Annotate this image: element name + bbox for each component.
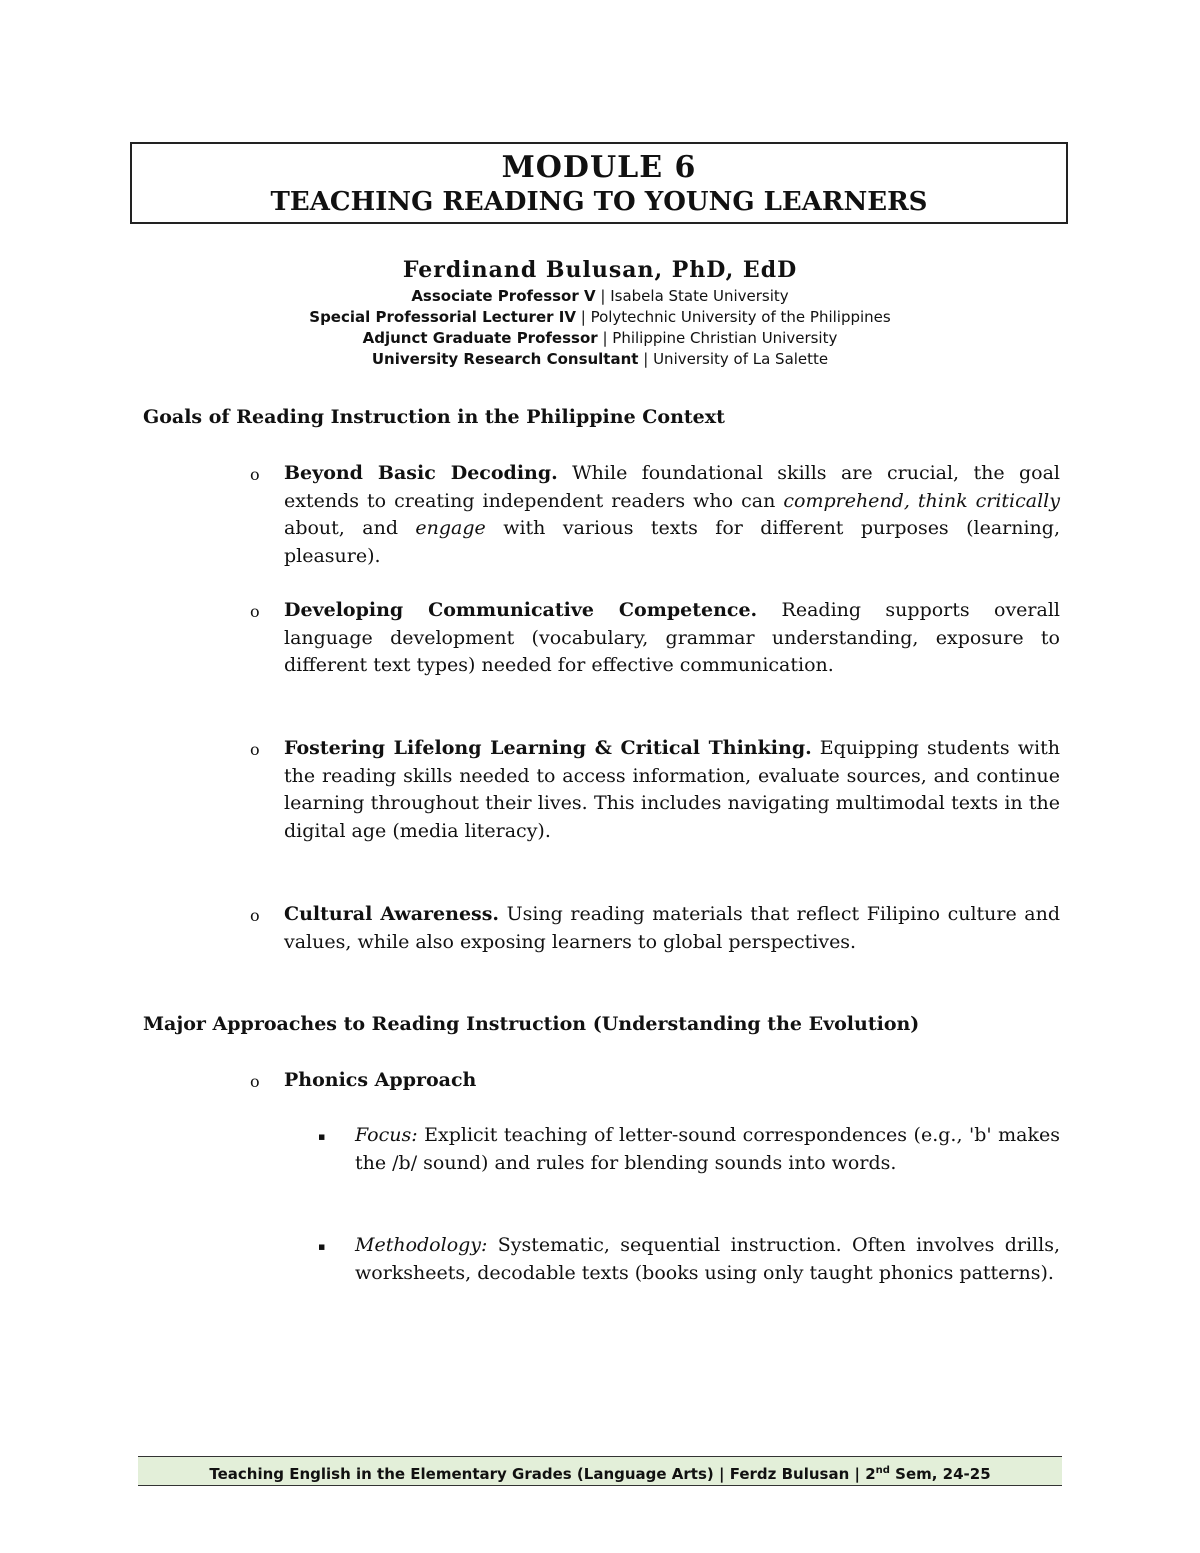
approach-item: Phonics Approach <box>284 1069 477 1091</box>
square-bullet-icon: ▪ <box>318 1240 326 1253</box>
goal-item: Fostering Lifelong Learning & Critical Thinking. Equipping students with the reading skills needed to access information, evaluate sources, and continue learning throughout their lives. This includes navigating multimodal texts in the digital age (media literacy). <box>284 737 1060 842</box>
circle-bullet-icon: o <box>250 906 260 925</box>
goal-item: Cultural Awareness. Using reading materials that reflect Filipino culture and values, while also exposing learners to global perspectives. <box>284 903 1060 953</box>
circle-bullet-icon: o <box>250 465 260 484</box>
approach-point: Focus: Explicit teaching of letter-sound correspondences (e.g., 'b' makes the /b/ sound) and rules for blending sounds into words. <box>355 1124 1060 1174</box>
section-heading-approaches: Major Approaches to Reading Instruction (Understanding the Evolution) <box>143 1013 920 1035</box>
module-number: MODULE 6 <box>501 150 697 185</box>
circle-bullet-icon: o <box>250 602 260 621</box>
approach-point: Methodology: Systematic, sequential instruction. Often involves drills, worksheets, decodable texts (books using only taught phonics patterns). <box>355 1234 1060 1284</box>
affiliation-line: University Research Consultant | University of La Salette <box>371 350 829 368</box>
author-block <box>0 254 1200 370</box>
goal-item: Developing Communicative Competence. Reading supports overall language development (vocabulary, grammar understanding, exposure to different text types) needed for effective communication. <box>284 599 1060 676</box>
author-name: Ferdinand Bulusan, PhD, EdD <box>402 257 798 283</box>
affiliation-line: Adjunct Graduate Professor | Philippine Christian University <box>362 329 838 347</box>
section-heading-goals: Goals of Reading Instruction in the Philippine Context <box>143 406 725 428</box>
page-footer: Teaching English in the Elementary Grades (Language Arts) | Ferdz Bulusan | 2nd Sem, 24-25 <box>138 1456 1062 1486</box>
affiliation-line: Special Professorial Lecturer IV | Polytechnic University of the Philippines <box>309 308 891 326</box>
affiliation-line: Associate Professor V | Isabela State University <box>411 287 789 305</box>
circle-bullet-icon: o <box>250 740 260 759</box>
module-title-box <box>130 142 1068 224</box>
circle-bullet-icon: o <box>250 1072 260 1091</box>
square-bullet-icon: ▪ <box>318 1130 326 1143</box>
goal-item: Beyond Basic Decoding. While foundational skills are crucial, the goal extends to creating independent readers who can comprehend, think critically about, and engage with various texts for different purposes (learning, pleasure). <box>284 462 1060 567</box>
module-title: TEACHING READING TO YOUNG LEARNERS <box>270 187 928 217</box>
